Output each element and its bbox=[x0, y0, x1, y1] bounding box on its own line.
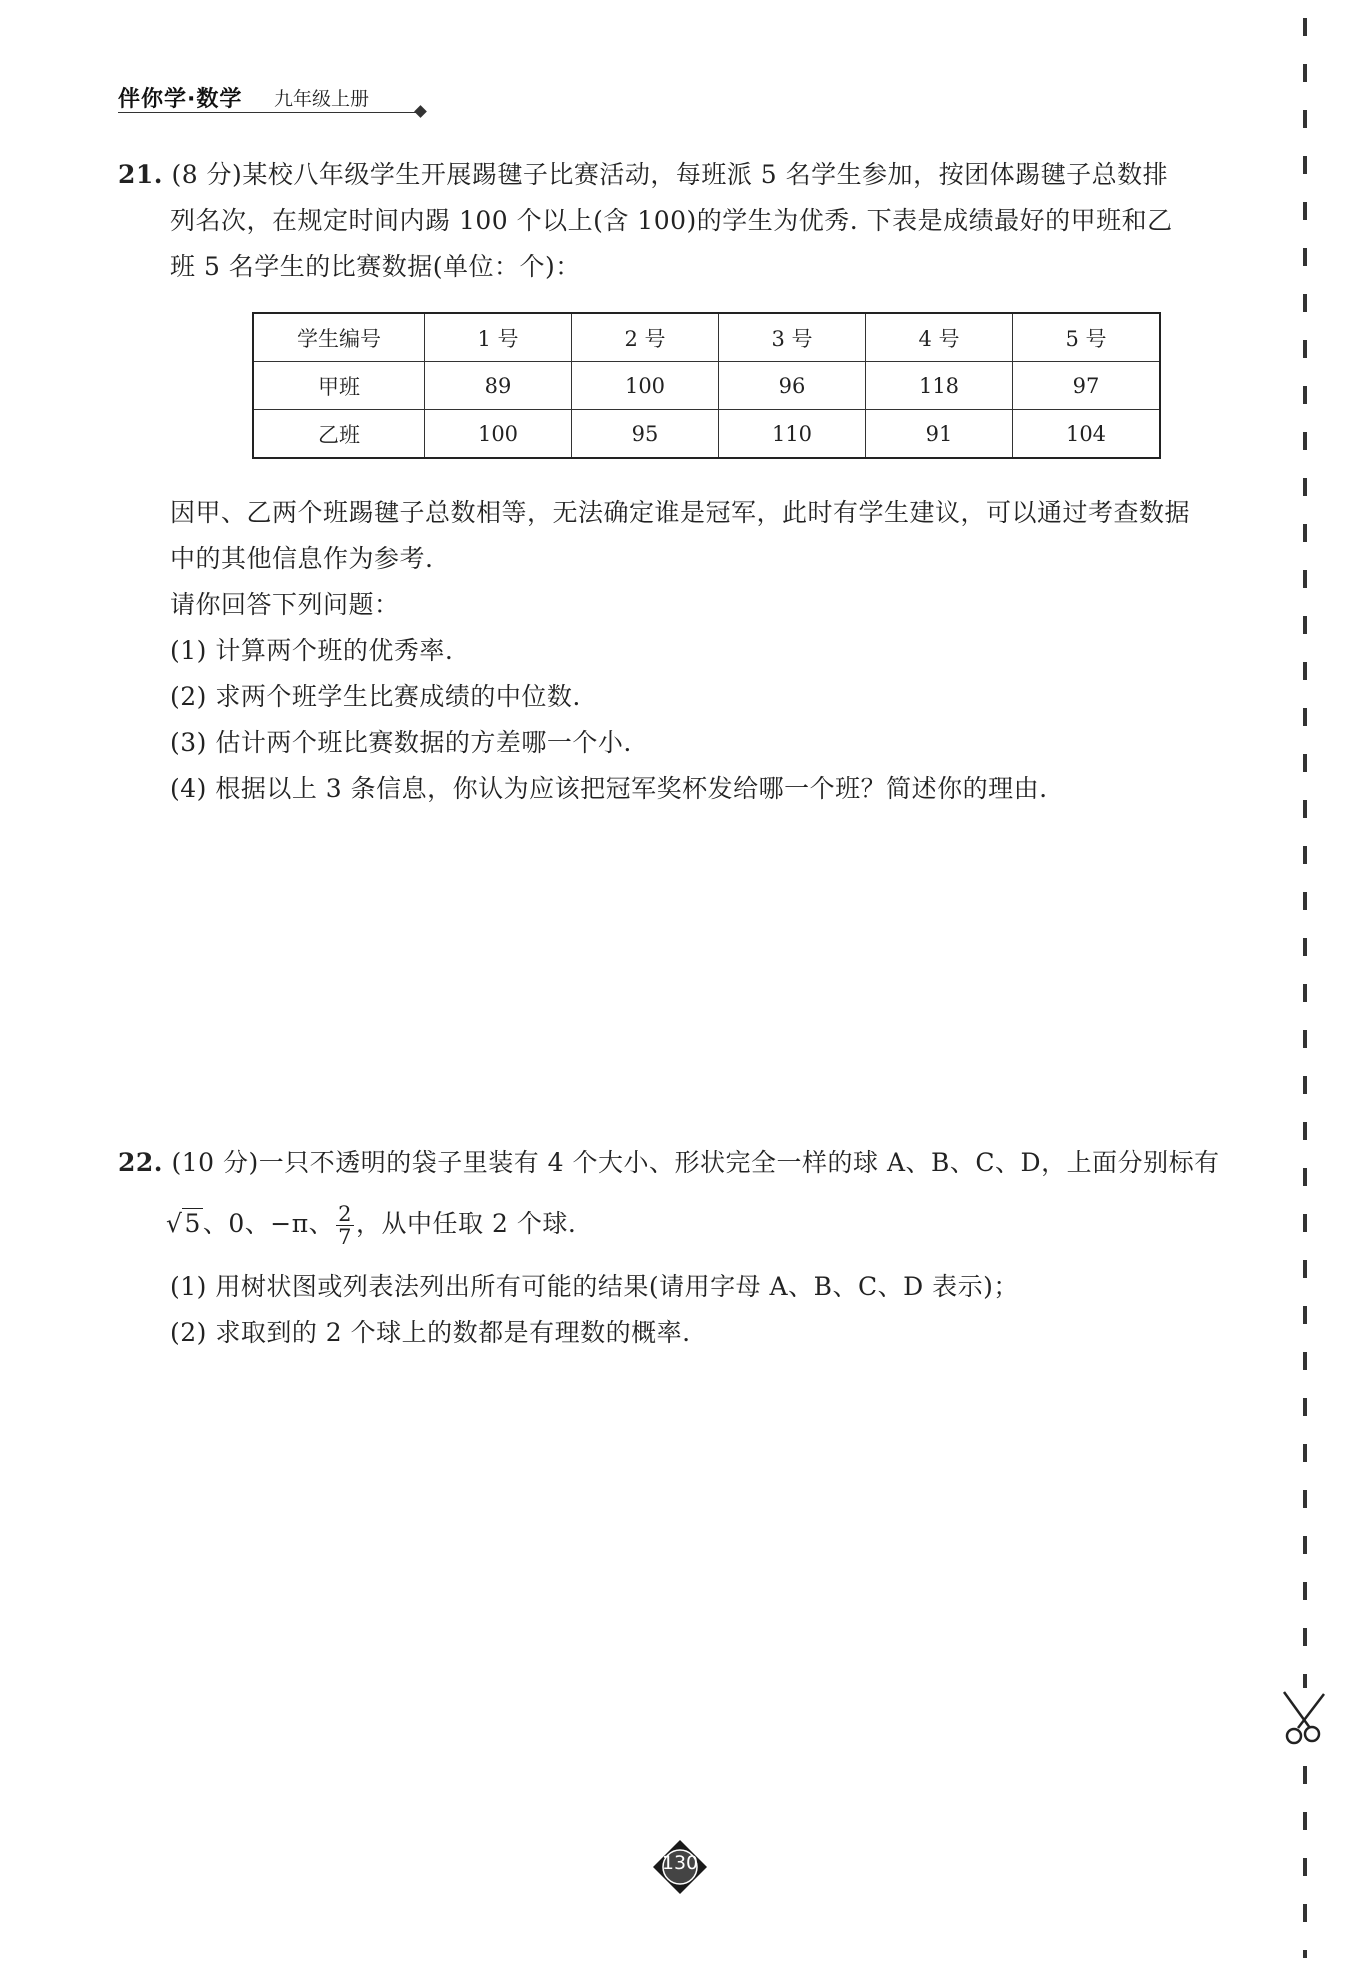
header-rule bbox=[118, 112, 418, 113]
q21-sub-question-1: (1) 计算两个班的优秀率. bbox=[170, 636, 454, 665]
table-header-cell: 学生编号 bbox=[253, 313, 425, 362]
table-cell: 97 bbox=[1013, 362, 1161, 410]
table-row bbox=[253, 410, 1160, 459]
q22-line-1 bbox=[118, 1148, 1220, 1178]
table-cell: 110 bbox=[719, 410, 866, 459]
book-title: 伴你学·数学 bbox=[118, 87, 243, 112]
q22-number: 22. bbox=[118, 1148, 163, 1177]
q21-sub-question-2: (2) 求两个班学生比赛成绩的中位数. bbox=[170, 682, 581, 711]
table-cell: 100 bbox=[425, 410, 572, 459]
q21-sub-question-4: (4) 根据以上 3 条信息，你认为应该把冠军奖杯发给哪一个班？简述你的理由. bbox=[170, 774, 1048, 803]
score-table bbox=[252, 312, 1161, 459]
q22-sub-question-2: (2) 求取到的 2 个球上的数都是有理数的概率. bbox=[170, 1318, 691, 1347]
table-header-cell: 3 号 bbox=[719, 313, 866, 362]
q21-number: 21. bbox=[118, 160, 163, 189]
table-header-cell: 5 号 bbox=[1013, 313, 1161, 362]
q22-sub-question-1: (1) 用树状图或列表法列出所有可能的结果(请用字母 A、B、C、D 表示)； bbox=[170, 1272, 1019, 1301]
fraction-denominator: 7 bbox=[338, 1225, 353, 1249]
table-header-cell: 2 号 bbox=[572, 313, 719, 362]
table-cell: 96 bbox=[719, 362, 866, 410]
fraction bbox=[336, 1203, 354, 1248]
q22-values: 、0、−π、 bbox=[202, 1209, 335, 1238]
sqrt-symbol: √ bbox=[166, 1209, 183, 1238]
page-number: 130 bbox=[661, 1852, 699, 1874]
q21-after-line-1: 因甲、乙两个班踢毽子总数相等，无法确定谁是冠军，此时有学生建议，可以通过考查数据 bbox=[170, 498, 1191, 527]
q21-line-1 bbox=[118, 160, 1168, 190]
q21-sub-question-3: (3) 估计两个班比赛数据的方差哪一个小. bbox=[170, 728, 632, 757]
q21-text-1: (8 分)某校八年级学生开展踢毽子比赛活动，每班派 5 名学生参加，按团体踢毽子总数排 bbox=[171, 160, 1169, 189]
q21-after-line-2: 中的其他信息作为参考. bbox=[170, 544, 434, 573]
table-cell: 104 bbox=[1013, 410, 1161, 459]
dashed-cut-line bbox=[1303, 18, 1307, 1958]
table-cell: 乙班 bbox=[253, 410, 425, 459]
q22-line-2 bbox=[166, 1198, 576, 1250]
book-subtitle: 九年级上册 bbox=[274, 88, 370, 110]
diamond-icon bbox=[414, 105, 427, 118]
table-cell: 89 bbox=[425, 362, 572, 410]
sqrt-radicand: 5 bbox=[184, 1209, 201, 1238]
table-row bbox=[253, 362, 1160, 410]
table-header-cell: 4 号 bbox=[866, 313, 1013, 362]
table-header-cell: 1 号 bbox=[425, 313, 572, 362]
sqrt-expression bbox=[166, 1198, 203, 1250]
q21-line-2: 列名次，在规定时间内踢 100 个以上(含 100)的学生为优秀. 下表是成绩最好的甲班和乙 bbox=[170, 206, 1173, 235]
page-header bbox=[118, 82, 428, 116]
q21-after-line-3: 请你回答下列问题： bbox=[170, 590, 400, 619]
q21-line-3: 班 5 名学生的比赛数据(单位：个)： bbox=[170, 252, 581, 281]
table-cell: 95 bbox=[572, 410, 719, 459]
q22-text-1: (10 分)一只不透明的袋子里装有 4 个大小、形状完全一样的球 A、B、C、D，上面分别标有 bbox=[171, 1148, 1220, 1177]
scissors-icon bbox=[1280, 1688, 1328, 1748]
fraction-numerator: 2 bbox=[338, 1202, 353, 1226]
table-cell: 118 bbox=[866, 362, 1013, 410]
table-cell: 91 bbox=[866, 410, 1013, 459]
table-cell: 100 bbox=[572, 362, 719, 410]
table-cell: 甲班 bbox=[253, 362, 425, 410]
q22-line-2-tail: ，从中任取 2 个球. bbox=[356, 1209, 577, 1238]
table-header-row bbox=[253, 313, 1160, 362]
